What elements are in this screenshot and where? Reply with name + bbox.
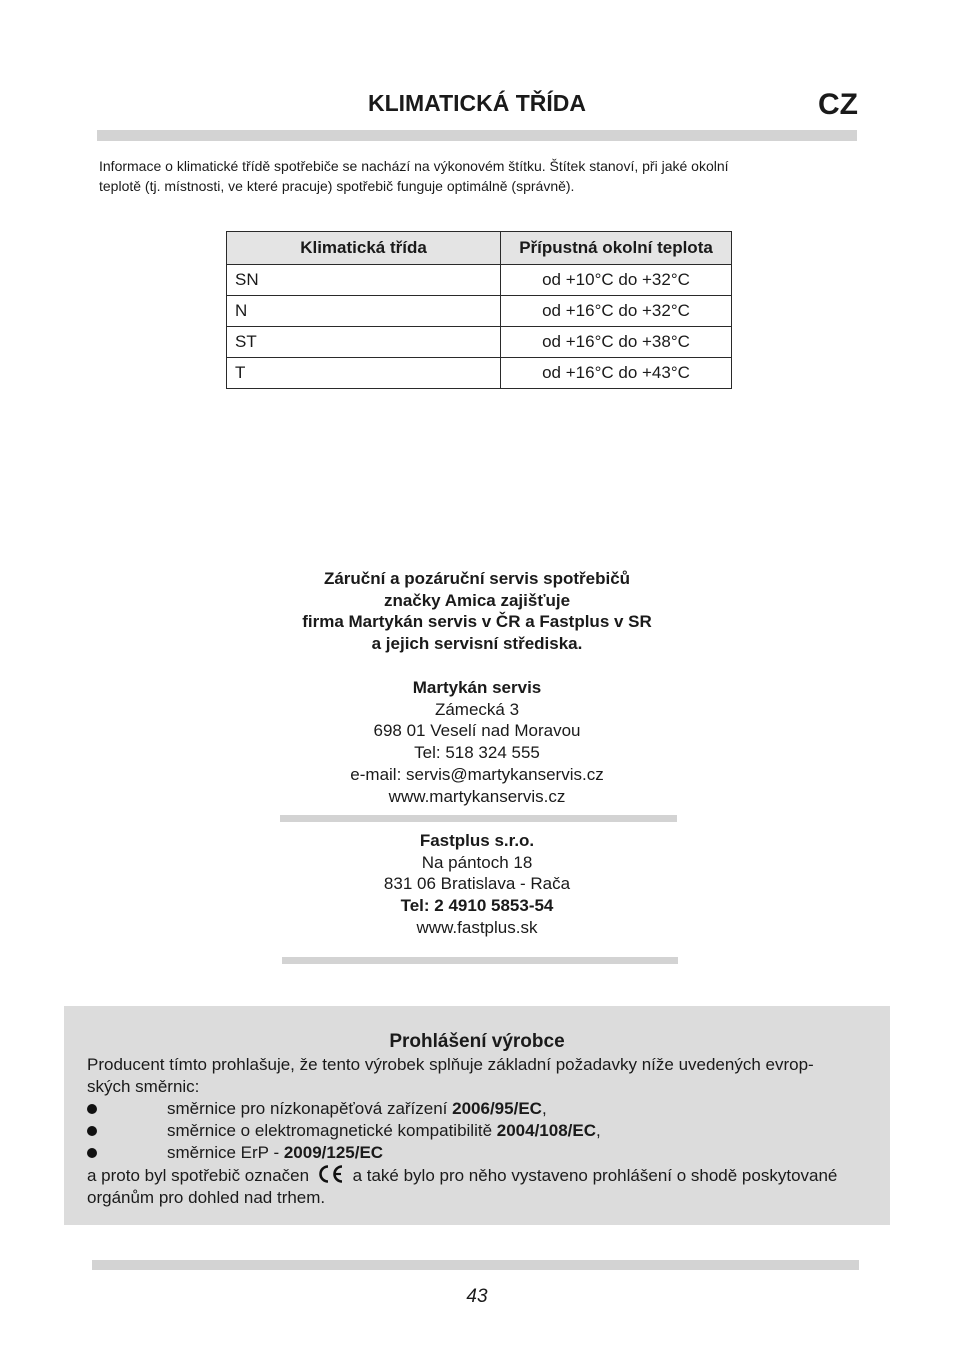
ce-mark-icon	[316, 1164, 346, 1184]
climate-class-table	[226, 231, 732, 389]
street-address: Zámecká 3	[434, 699, 520, 719]
declaration-closing-line: orgánům pro dohled nad trhem.	[87, 1188, 326, 1207]
declaration-closing	[87, 1164, 877, 1209]
page-number: 43	[466, 1286, 488, 1307]
climate-class-cell: N	[227, 296, 501, 327]
service-intro-line: Záruční a pozáruční servis spotřebičů	[323, 569, 631, 588]
service-intro-line: značky Amica zajišťuje	[383, 590, 571, 610]
temperature-range-cell: od +10°C do +32°C	[501, 265, 732, 296]
declaration-title: Prohlášení výrobce	[389, 1031, 565, 1052]
temperature-range-cell: od +16°C do +32°C	[501, 296, 732, 327]
page-title: KLIMATICKÁ TŘÍDA	[367, 90, 587, 116]
language-code: CZ	[818, 88, 858, 121]
directive-text: směrnice o elektromagnetické kompatibilitě	[167, 1121, 497, 1140]
table-row	[227, 265, 732, 296]
directive-code: 2009/125/EC	[283, 1143, 384, 1162]
directive-text: směrnice ErP -	[167, 1143, 284, 1162]
climate-class-cell: SN	[227, 265, 501, 296]
intro-line: Informace o klimatické třídě spotřebiče se nachází na výkonovém štítku. Štítek stanoví, při jaké okolní	[99, 158, 729, 174]
directive-item	[167, 1098, 547, 1120]
column-header-temperature: Přípustná okolní teplota	[501, 232, 732, 265]
company-name: Martykán servis	[412, 678, 542, 697]
city-address: 698 01 Veselí nad Moravou	[373, 721, 581, 741]
contact-divider	[282, 957, 678, 964]
phone-number: Tel: 518 324 555	[414, 743, 540, 763]
service-intro	[0, 568, 954, 655]
directive-item	[167, 1120, 601, 1142]
column-header-class: Klimatická třída	[227, 232, 501, 265]
header-divider	[97, 130, 857, 141]
service-intro-line: firma Martykán servis v ČR a Fastplus v SR	[302, 612, 652, 632]
martykan-contact	[0, 677, 954, 807]
intro-line: teplotě (tj. místnosti, ve které pracuje) spotřebič funguje optimálně (správně).	[99, 178, 575, 194]
temperature-range-cell: od +16°C do +43°C	[501, 358, 732, 389]
fastplus-contact	[0, 830, 954, 939]
street-address: Na pántoch 18	[421, 852, 533, 872]
directive-text: směrnice pro nízkonapěťová zařízení	[167, 1099, 453, 1118]
table-row	[227, 296, 732, 327]
bullet-icon	[87, 1098, 97, 1120]
declaration-intro-line: ských směrnic:	[87, 1077, 200, 1096]
bullet-icon	[87, 1120, 97, 1142]
city-address: 831 06 Bratislava - Rača	[383, 874, 571, 894]
climate-class-cell: T	[227, 358, 501, 389]
climate-class-cell: ST	[227, 327, 501, 358]
directive-suffix: ,	[596, 1121, 601, 1140]
website-url: www.fastplus.sk	[416, 917, 538, 937]
closing-text: a také bylo pro něho vystaveno prohlášení o shodě poskytované	[352, 1166, 838, 1185]
declaration-intro-line: Producent tímto prohlašuje, že tento výrobek splňuje základní požadavky níže uvedených evrop-	[87, 1055, 814, 1074]
company-name: Fastplus s.r.o.	[419, 831, 535, 850]
declaration-intro	[87, 1054, 877, 1098]
contact-divider	[280, 815, 677, 822]
directive-item	[167, 1142, 383, 1164]
table-header-row	[227, 232, 732, 265]
website-url: www.martykanservis.cz	[388, 786, 566, 806]
phone-number: Tel: 2 4910 5853-54	[400, 896, 554, 916]
service-intro-line: a jejich servisní střediska.	[371, 634, 583, 654]
directive-code: 2004/108/EC	[496, 1121, 597, 1140]
email-address: e-mail: servis@martykanservis.cz	[350, 764, 604, 784]
bullet-icon	[87, 1142, 97, 1164]
declaration-closing-line	[87, 1164, 877, 1187]
directive-code: 2006/95/EC	[452, 1099, 542, 1118]
footer-divider	[92, 1260, 859, 1270]
intro-paragraph	[99, 156, 839, 196]
closing-text: a proto byl spotřebič označen	[87, 1166, 310, 1185]
temperature-range-cell: od +16°C do +38°C	[501, 327, 732, 358]
table-row	[227, 358, 732, 389]
directive-suffix: ,	[541, 1099, 547, 1118]
table-row	[227, 327, 732, 358]
